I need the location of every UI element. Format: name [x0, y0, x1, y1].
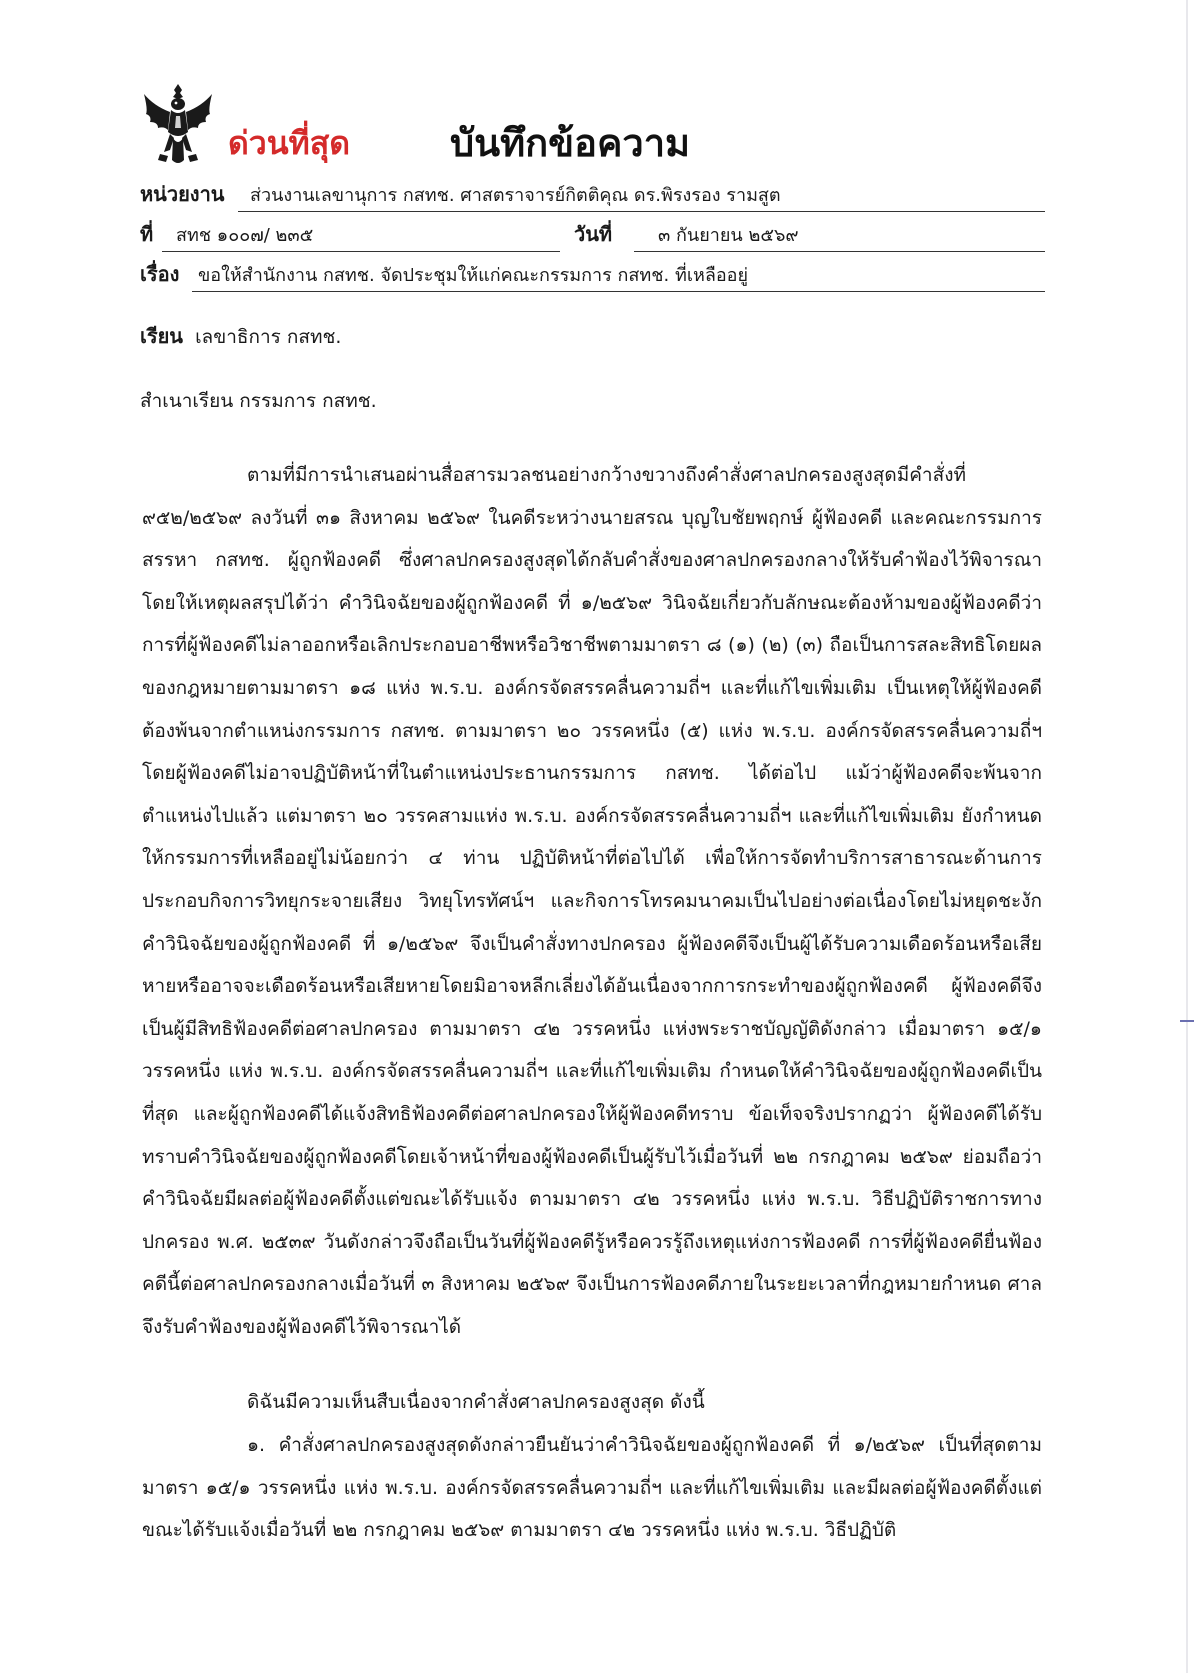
- subject-underline: [192, 291, 1045, 292]
- ref-field: [140, 222, 560, 252]
- ref-underline: [162, 251, 560, 252]
- agency-field: [140, 182, 1045, 212]
- ref-label: ที่: [140, 222, 154, 246]
- to-line: [140, 320, 341, 352]
- to-value: เลขาธิการ กสทช.: [195, 326, 342, 348]
- body-paragraph-2-text: ดิฉันมีความเห็นสืบเนื่องจากคำสั่งศาลปกครองสูงสุด ดังนี้: [247, 1391, 705, 1413]
- body-paragraph-1: [142, 454, 1042, 1348]
- scan-edge-line: [1186, 0, 1188, 1673]
- body-paragraph-1-text: ตามที่มีการนำเสนอผ่านสื่อสารมวลชนอย่างกว้างขวางถึงคำสั่งศาลปกครองสูงสุดมีคำสั่งที่ ๙๕๒/๒๕๖๙ ลงวันที่ ๓๑ สิงหาคม ๒๕๖๙ ในคดีระหว่างนายสรณ บุญใบชัยพฤกษ์ ผู้ฟ้องคดี และคณะกรรมการสรรหา กสทช. ผู้ถูกฟ้องคดี ซึ่งศาลปกครองสูงสุดได้กลับคำสั่งของศาลปกครองกลางให้รับคำฟ้องไว้พิจารณา โดยให้เหตุผลสรุปได้ว่า คำวินิจฉัยของผู้ถูกฟ้องคดี ที่ ๑/๒๕๖๙ วินิจฉัยเกี่ยวกับลักษณะต้องห้ามของผู้ฟ้องคดีว่า การที่ผู้ฟ้องคดีไม่ลาออกหรือเลิกประกอบอาชีพหรือวิชาชีพตามมาตรา ๘ (๑) (๒) (๓) ถือเป็นการสละสิทธิโดยผลของกฎหมายตามมาตรา ๑๘ แห่ง พ.ร.บ. องค์กรจัดสรรคลื่นความถี่ฯ และที่แก้ไขเพิ่มเติม เป็นเหตุให้ผู้ฟ้องคดีต้องพ้นจากตำแหน่งกรรมการ กสทช. ตามมาตรา ๒๐ วรรคหนึ่ง (๕) แห่ง พ.ร.บ. องค์กรจัดสรรคลื่นความถี่ฯ โดยผู้ฟ้องคดีไม่อาจปฏิบัติหน้าที่ในตำแหน่งประธานกรรมการ กสทช. ได้ต่อไป แม้ว่าผู้ฟ้องคดีจะพ้นจากตำแหน่งไปแล้ว แต่มาตรา ๒๐ วรรคสามแห่ง พ.ร.บ. องค์กรจัดสรรคลื่นความถี่ฯ และที่แก้ไขเพิ่มเติม ยังกำหนดให้กรรมการที่เหลืออยู่ไม่น้อยกว่า ๔ ท่าน ปฏิบัติหน้าที่ต่อไปได้ เพื่อให้การจัดทำบริการสาธารณะด้านการประกอบกิจการวิทยุกระจายเสียง วิทยุโทรทัศน์ฯ และกิจการโทรคมนาคมเป็นไปอย่างต่อเนื่องโดยไม่หยุดชะงัก คำวินิจฉัยของผู้ถูกฟ้องคดี ที่ ๑/๒๕๖๙ จึงเป็นคำสั่งทางปกครอง ผู้ฟ้องคดีจึงเป็นผู้ได้รับความเดือดร้อนหรือเสียหายหรืออาจจะเดือดร้อนหรือเสียหายโดยมิอาจหลีกเลี่ยงได้อันเนื่องจากการกระทำของผู้ถูกฟ้องคดี ผู้ฟ้องคดีจึงเป็นผู้มีสิทธิฟ้องคดีต่อศาลปกครอง ตามมาตรา ๔๒ วรรคหนึ่ง แห่งพระราชบัญญัติดังกล่าว เมื่อมาตรา ๑๕/๑ วรรคหนึ่ง แห่ง พ.ร.บ. องค์กรจัดสรรคลื่นความถี่ฯ และที่แก้ไขเพิ่มเติม กำหนดให้คำวินิจฉัยของผู้ถูกฟ้องคดีเป็นที่สุด และผู้ถูกฟ้องคดีได้แจ้งสิทธิฟ้องคดีต่อศาลปกครองให้ผู้ฟ้องคดีทราบ ข้อเท็จจริงปรากฏว่า ผู้ฟ้องคดีได้รับทราบคำวินิจฉัยของผู้ถูกฟ้องคดีโดยเจ้าหน้าที่ของผู้ฟ้องคดีเป็นผู้รับไว้เมื่อวันที่ ๒๒ กรกฎาคม ๒๕๖๙ ย่อมถือว่าคำวินิจฉัยมีผลต่อผู้ฟ้องคดีตั้งแต่ขณะได้รับแจ้ง ตามมาตรา ๔๒ วรรคหนึ่ง แห่ง พ.ร.บ. วิธีปฏิบัติราชการทางปกครอง พ.ศ. ๒๕๓๙ วันดังกล่าวจึงถือเป็นวันที่ผู้ฟ้องคดีรู้หรือควรรู้ถึงเหตุแห่งการฟ้องคดี การที่ผู้ฟ้องคดียื่นฟ้องคดีนี้ต่อศาลปกครองกลางเมื่อวันที่ ๓ สิงหาคม ๒๕๖๙ จึงเป็นการฟ้องคดีภายในระยะเวลาที่กฎหมายกำหนด ศาลจึงรับคำฟ้องของผู้ฟ้องคดีไว้พิจารณาได้: [142, 464, 1042, 1338]
- memo-title: บันทึกข้อความ: [450, 121, 691, 165]
- subject-field: [140, 262, 1045, 292]
- date-label: วันที่: [574, 222, 613, 246]
- body-paragraph-2: [142, 1381, 1042, 1424]
- date-field: [574, 222, 1045, 252]
- body-paragraph-3: [142, 1424, 1042, 1552]
- subject-value: ขอให้สำนักงาน กสทช. จัดประชุมให้แก่คณะกรรมการ กสทช. ที่เหลืออยู่: [198, 265, 749, 286]
- date-value: ๓ กันยายน ๒๕๖๙: [658, 225, 799, 246]
- agency-label: หน่วยงาน: [140, 182, 225, 206]
- ref-value: สทช ๑๐๐๗/ ๒๓๕: [176, 225, 314, 246]
- to-label: เรียน: [140, 324, 183, 348]
- agency-value: ส่วนงานเลขานุการ กสทช. ศาสตราจารย์กิตติคุณ ดร.พิรงรอง รามสูต: [250, 185, 781, 206]
- agency-underline: [238, 211, 1045, 212]
- subject-label: เรื่อง: [140, 262, 180, 286]
- date-underline: [634, 251, 1045, 252]
- urgent-label: ด่วนที่สุด: [228, 124, 351, 162]
- cc-line: สำเนาเรียน กรรมการ กสทช.: [140, 390, 377, 412]
- garuda-emblem-icon: [140, 80, 216, 168]
- body-paragraph-3-text: ๑. คำสั่งศาลปกครองสูงสุดดังกล่าวยืนยันว่าคำวินิจฉัยของผู้ถูกฟ้องคดี ที่ ๑/๒๕๖๙ เป็นที่สุดตามมาตรา ๑๕/๑ วรรคหนึ่ง แห่ง พ.ร.บ. องค์กรจัดสรรคลื่นความถี่ฯ และที่แก้ไขเพิ่มเติม และมีผลต่อผู้ฟ้องคดีตั้งแต่ขณะได้รับแจ้งเมื่อวันที่ ๒๒ กรกฎาคม ๒๕๖๙ ตามมาตรา ๔๒ วรรคหนึ่ง แห่ง พ.ร.บ. วิธีปฏิบัติ: [142, 1434, 1042, 1542]
- scan-edge-mark: [1180, 1020, 1194, 1022]
